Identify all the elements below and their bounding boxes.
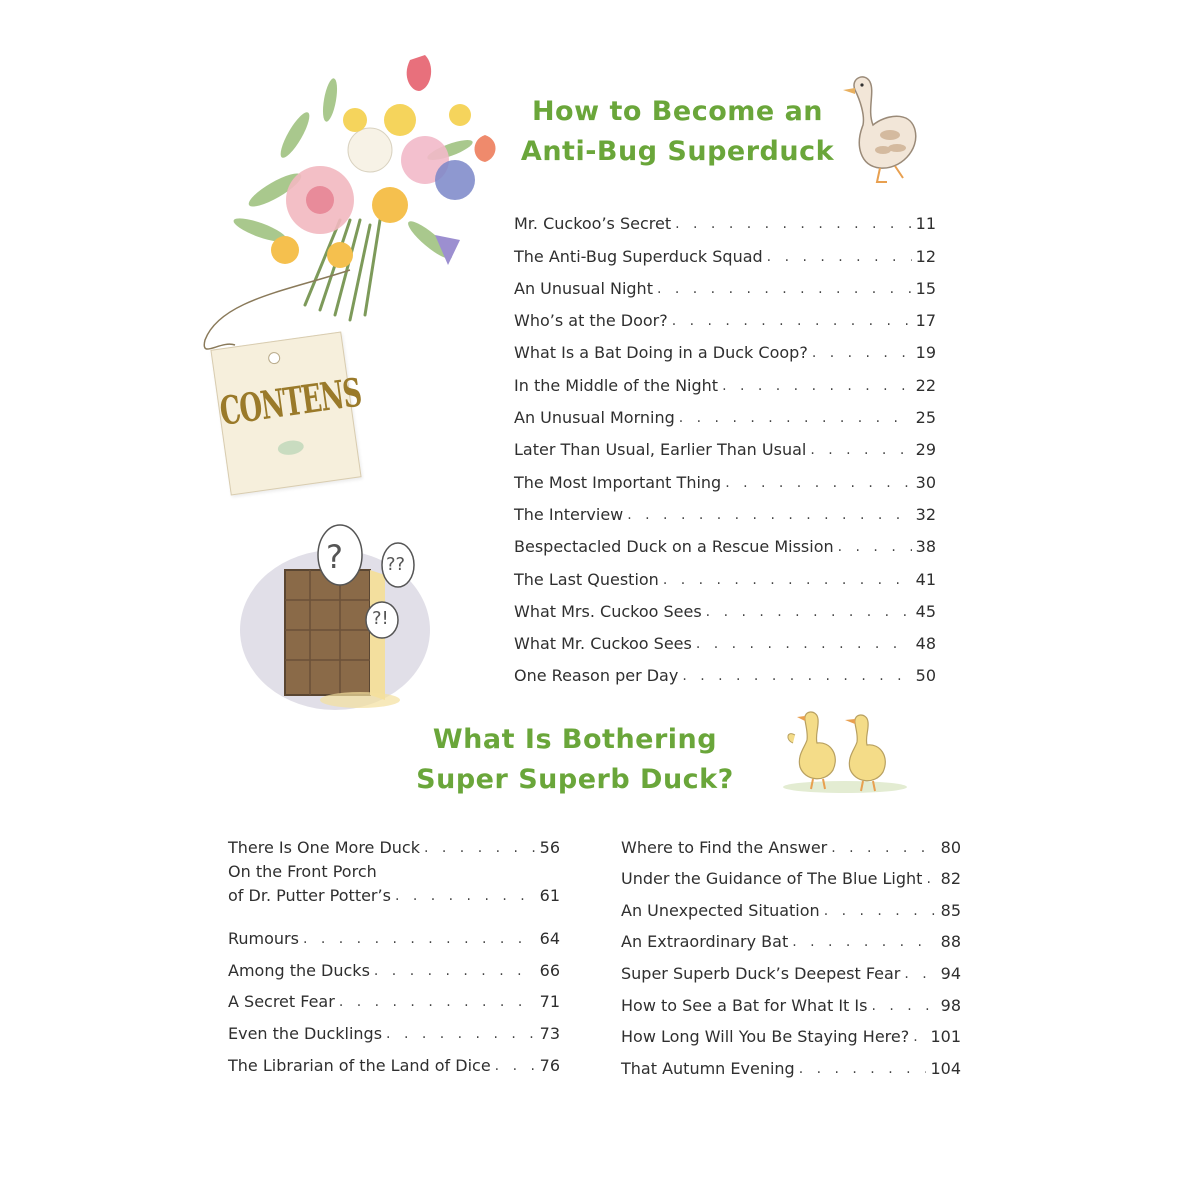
- section-1-heading-line-2: Anti-Bug Superduck: [520, 136, 835, 167]
- dot-leader: [386, 1024, 536, 1044]
- dot-leader: [395, 886, 536, 906]
- toc-entry[interactable]: On the Front Porch of Dr. Putter Potter’s . . . 61: [228, 858, 560, 918]
- dot-leader: [424, 838, 536, 858]
- duck-illustration: [835, 70, 925, 185]
- section-2-contents-list-right: [621, 826, 961, 1079]
- toc-entry[interactable]: That Autumn Evening . . . 104: [621, 1047, 961, 1079]
- dot-leader: [682, 666, 911, 686]
- toc-entry[interactable]: Who’s at the Door? . . . 17: [514, 299, 936, 331]
- dot-leader: [810, 440, 911, 460]
- ducklings-illustration: [775, 705, 910, 795]
- toc-entry[interactable]: The Librarian of the Land of Dice . . . 76: [228, 1044, 560, 1076]
- dot-leader: [725, 473, 911, 493]
- dot-leader: [913, 1027, 926, 1047]
- toc-entry[interactable]: An Unusual Morning . . . 25: [514, 396, 936, 428]
- flower-bouquet-illustration: [200, 40, 520, 380]
- bubble-interrobang: ?!: [372, 608, 389, 629]
- section-2-heading-line-2: Super Superb Duck?: [416, 764, 734, 795]
- toc-entry[interactable]: The Anti-Bug Superduck Squad . . . 12: [514, 234, 936, 266]
- section-2-contents-list-left: [228, 826, 560, 1076]
- dot-leader: [495, 1056, 536, 1076]
- dot-leader: [792, 932, 936, 952]
- toc-entry[interactable]: Super Superb Duck’s Deepest Fear . . . 94: [621, 952, 961, 984]
- toc-entry[interactable]: Among the Ducks . . . 66: [228, 949, 560, 981]
- dot-leader: [303, 929, 536, 949]
- dot-leader: [672, 311, 912, 331]
- toc-entry[interactable]: A Secret Fear . . . 71: [228, 981, 560, 1013]
- bubble-question: ?: [326, 538, 343, 576]
- toc-entry[interactable]: The Interview . . . 32: [514, 493, 936, 525]
- toc-entry[interactable]: An Extraordinary Bat . . . 88: [621, 921, 961, 953]
- dot-leader: [767, 247, 912, 267]
- toc-entry[interactable]: What Is a Bat Doing in a Duck Coop? . . . 19: [514, 331, 936, 363]
- section-1-heading: [510, 92, 845, 172]
- toc-entry[interactable]: The Last Question . . . 41: [514, 557, 936, 589]
- dot-leader: [722, 376, 912, 396]
- dot-leader: [831, 838, 936, 858]
- dot-leader: [696, 634, 912, 654]
- toc-entry[interactable]: What Mrs. Cuckoo Sees . . . 45: [514, 590, 936, 622]
- section-1-heading-line-1: How to Become an: [531, 96, 824, 127]
- section-1-contents-list: [514, 202, 936, 686]
- tag-label: CONTENS: [217, 371, 364, 436]
- dot-leader: [374, 961, 536, 981]
- toc-entry[interactable]: Bespectacled Duck on a Rescue Mission . . . 38: [514, 525, 936, 557]
- toc-entry[interactable]: What Mr. Cuckoo Sees . . . 48: [514, 622, 936, 654]
- dot-leader: [871, 996, 936, 1016]
- toc-entry[interactable]: Where to Find the Answer . . . 80: [621, 826, 961, 858]
- toc-entry[interactable]: Mr. Cuckoo’s Secret . . . 11: [514, 202, 936, 234]
- toc-entry[interactable]: An Unusual Night . . . 15: [514, 267, 936, 299]
- toc-entry[interactable]: How Long Will You Be Staying Here? . . . 101: [621, 1016, 961, 1048]
- leaf-icon: [277, 439, 305, 456]
- toc-entry[interactable]: One Reason per Day . . . 50: [514, 654, 936, 686]
- section-2-heading-line-1: What Is Bothering: [432, 724, 718, 755]
- dot-leader: [679, 408, 912, 428]
- dot-leader: [926, 869, 936, 889]
- dot-leader: [706, 602, 912, 622]
- toc-entry[interactable]: The Most Important Thing . . . 30: [514, 460, 936, 492]
- toc-entry[interactable]: In the Middle of the Night . . . 22: [514, 363, 936, 395]
- dot-leader: [657, 279, 912, 299]
- dot-leader: [663, 570, 912, 590]
- toc-entry[interactable]: An Unexpected Situation . . . 85: [621, 889, 961, 921]
- dot-leader: [627, 505, 911, 525]
- contents-tag: [210, 332, 364, 496]
- toc-entry[interactable]: Even the Ducklings . . . 73: [228, 1012, 560, 1044]
- toc-entry[interactable]: Later Than Usual, Earlier Than Usual . . . 29: [514, 428, 936, 460]
- dot-leader: [339, 992, 536, 1012]
- section-2-heading: [410, 720, 740, 800]
- bubble-double-question: ??: [386, 554, 406, 575]
- dot-leader: [838, 537, 912, 557]
- dot-leader: [904, 964, 936, 984]
- dot-leader: [799, 1059, 927, 1079]
- dot-leader: [824, 901, 937, 921]
- tag-hole-icon: [267, 351, 281, 365]
- dot-leader: [812, 343, 912, 363]
- toc-entry[interactable]: How to See a Bat for What It Is . . . 98: [621, 984, 961, 1016]
- dot-leader: [675, 214, 912, 234]
- toc-entry[interactable]: Under the Guidance of The Blue Light . . . 82: [621, 858, 961, 890]
- toc-entry[interactable]: There Is One More Duck . . . 56: [228, 826, 560, 858]
- toc-entry[interactable]: Rumours . . . 64: [228, 918, 560, 950]
